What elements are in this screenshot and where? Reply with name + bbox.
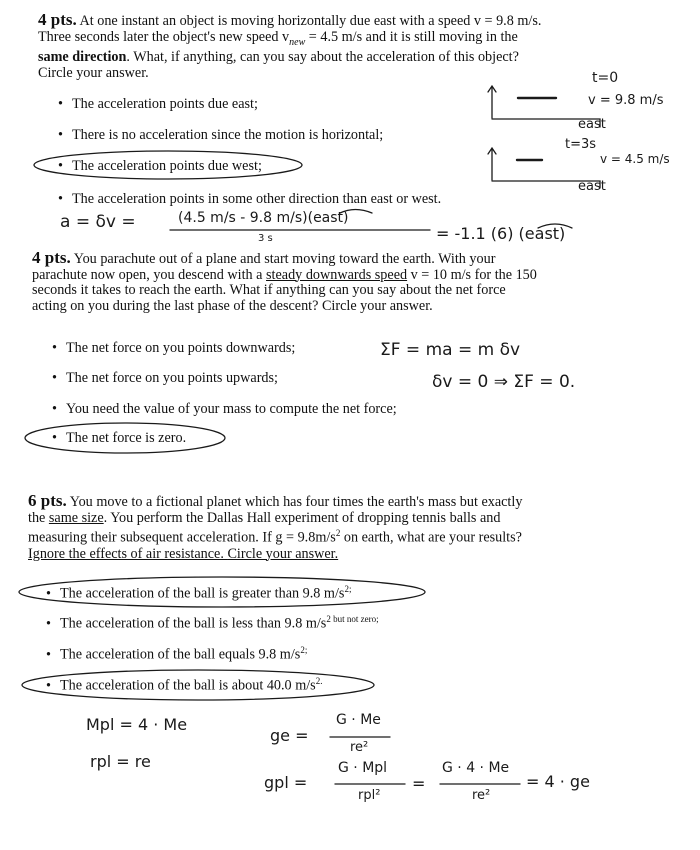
q3-option-c[interactable]: • The acceleration of the ball equals 9.8 $m/s^{2;}$ [46,645,308,663]
q2-option-c[interactable]: • You need the value of your mass to compute the net force; [52,401,397,417]
question-1-line-2: Three seconds later the object's new speed $v_{new} = 4.5$ m/s and it is still moving in the [38,28,518,48]
question-3-line-2: the same size. You perform the Dallas Hall experiment of dropping tennis balls and [28,509,501,526]
q2-option-b[interactable]: • The net force on you points upwards; [52,370,278,386]
answer-circle-q1 [34,151,302,179]
q1-option-d[interactable]: • The acceleration points in some other direction than east or west. [58,191,442,207]
question-2-line-1: 4 pts. You parachute out of a plane and start moving toward the earth. With your [32,248,496,267]
q3-ge-numerator: G · Me [336,712,381,728]
answer-circle-q3-a [19,577,425,607]
question-1-line-4: Circle your answer. [38,64,149,81]
question-2-line-4: acting on you during the last phase of the descent? Circle your answer. [32,297,433,314]
q2-equation-1: ΣF = ma = m δv [380,340,521,360]
q1-option-a[interactable]: • The acceleration points due east; [58,96,258,112]
question-2-points: 4 pts. [32,248,71,267]
q1-east-note-2: east [578,179,606,194]
q2-option-a[interactable]: • The net force on you points downwards; [52,340,296,356]
q3-gpl-equals: = [412,774,426,793]
question-1-line-3: same direction. What, if anything, can you say about the acceleration of this object? [38,49,519,66]
question-3-line-3: measuring their subsequent acceleration. If $g = 9.8m/s^2$ on earth, what are your results? [28,528,522,546]
q3-gpl-numerator-2: G · 4 · Me [442,760,510,776]
q3-option-b[interactable]: • The acceleration of the ball is less than 9.8 $m/s^{2 but not zero;}$ [46,614,379,632]
question-3-points: 6 pts. [28,491,67,510]
question-2-line-3: seconds it takes to reach the earth. What if anything can you say about the net force [32,282,506,299]
question-1-line-1: 4 pts. At one instant an object is moving horizontally due east with a speed v = 9.8 m/s. [38,10,542,29]
q1-equation-numerator: (4.5 m/s - 9.8 m/s)(east) [178,210,349,226]
q1-t3-note: t=3s [565,137,597,152]
q3-ge-denominator: re² [350,740,369,755]
q3-gpl-lhs: gpl = [264,773,308,792]
q1-equation-right: = -1.1 (6) (east) [436,224,566,243]
q3-option-d[interactable]: • The acceleration of the ball is about 40.0 $m/s^{2.}$ [46,676,323,694]
q3-mass-relation: Mpl = 4 · Me [86,715,188,734]
q2-equation-2: δv = 0 ⇒ ΣF = 0. [432,372,576,392]
q3-gpl-numerator: G · Mpl [338,760,388,776]
question-2-line-2: parachute now open, you descend with a steady downwards speed v = 10 m/s for the 150 [32,266,537,283]
q1-option-c[interactable]: • The acceleration points due west; [58,158,262,174]
q1-lower-frame [488,148,496,180]
q3-gpl-result: = 4 · ge [526,772,590,791]
q2-option-d[interactable]: • The net force is zero. [52,430,187,446]
q3-gpl-denominator-2: re² [472,788,491,803]
q3-ge-lhs: ge = [270,726,309,745]
question-1-points: 4 pts. [38,10,77,29]
q3-gpl-denominator: rpl² [358,788,381,803]
q1-equation-denominator: 3 s [258,233,273,244]
q1-option-b[interactable]: • There is no acceleration since the motion is horizontal; [58,127,384,143]
q1-v0-note: v = 9.8 m/s [588,93,664,108]
q1-upper-frame [488,86,496,118]
q3-option-a[interactable]: • The acceleration of the ball is greater than 9.8 $m/s^{2;}$ [46,584,352,602]
q1-equation-left: a = δv = [60,212,136,232]
q1-v3-note: v = 4.5 m/s [600,152,670,166]
q1-east-note-1: east [578,117,606,132]
question-3-line-4: Ignore the effects of air resistance. Circle your answer. [28,545,339,562]
answer-circle-q3-d [22,670,374,700]
q1-t0-note: t=0 [592,70,619,86]
q3-radius-relation: rpl = re [90,752,151,771]
question-3-line-1: 6 pts. You move to a fictional planet which has four times the earth's mass but exactly [28,491,523,510]
answer-circle-q2 [25,423,225,453]
